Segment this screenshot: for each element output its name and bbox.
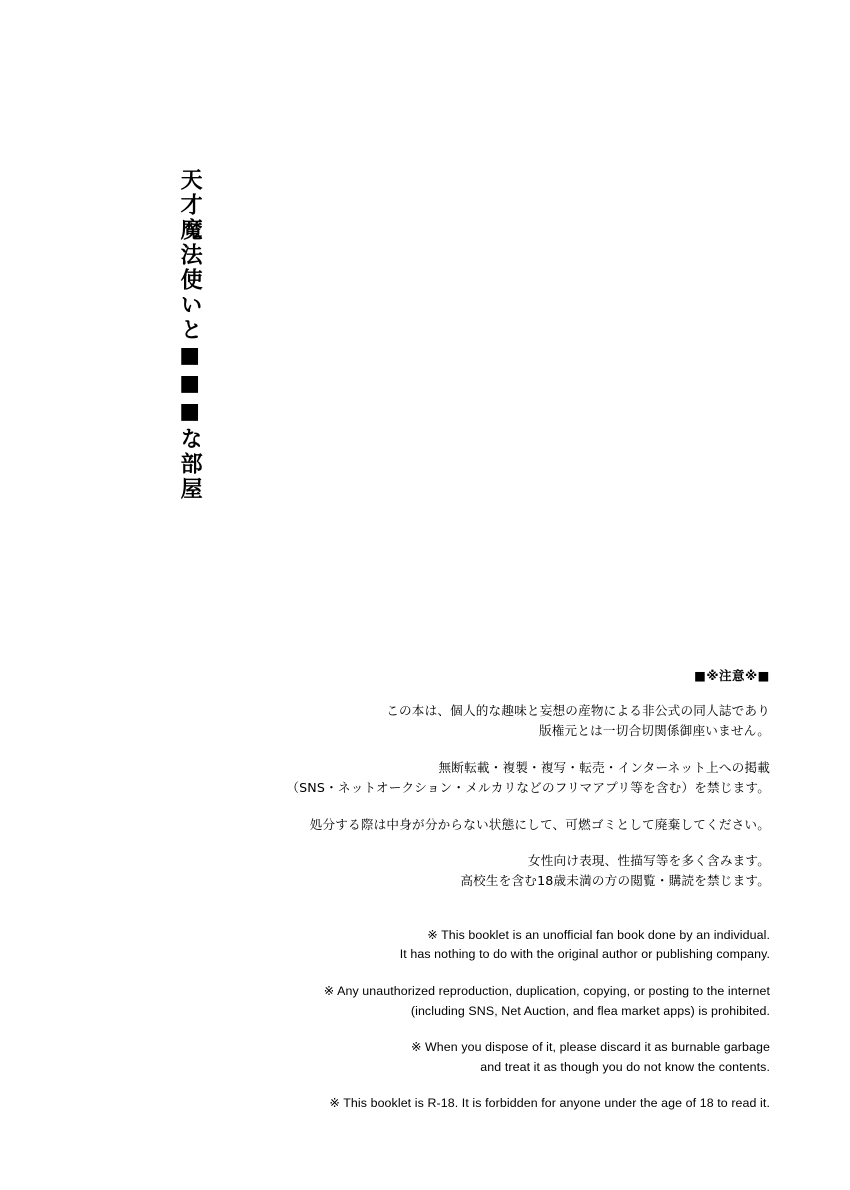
notice-en-line: (including SNS, Net Auction, and flea market apps) is prohibited. (410, 1003, 770, 1018)
notice-jp-line: 女性向け表現、性描写等を多く含みます。 (527, 852, 770, 868)
notice-en-paragraph-3 (250, 1038, 770, 1077)
notice-block (250, 668, 770, 1131)
notice-en-line: ※ This booklet is R-18. It is forbidden for anyone under the age of 18 to read it. (329, 1096, 770, 1111)
notice-en-line: ※ When you dispose of it, please discard it as burnable garbage (410, 1040, 770, 1055)
notice-en-paragraph-4 (250, 1094, 770, 1114)
notice-jp-line: この本は、個人的な趣味と妄想の産物による非公式の同人誌であり (386, 703, 770, 718)
notice-en-paragraph-1 (250, 926, 770, 965)
notice-jp-line: 処分する際は中身が分からない状態にして、可燃ゴミとして廃棄してください。 (309, 816, 770, 832)
notice-jp-line: 高校生を含む18歳未満の方の閲覧・購読を禁じます。 (460, 873, 770, 889)
notice-jp-line: 無断転載・複製・複写・転売・インターネット上への掲載 (438, 759, 770, 775)
notice-en-line: and treat it as though you do not know the contents. (480, 1059, 770, 1074)
page-title: 天才魔法使いと■■■な部屋 (177, 168, 203, 502)
notice-en-paragraph-2 (250, 982, 770, 1021)
notice-heading: ■※注意※■ (694, 668, 770, 683)
notice-en-line: ※ Any unauthorized reproduction, duplication, copying, or posting to the internet (323, 983, 770, 998)
notice-english-block (250, 926, 770, 1114)
notice-jp-paragraph-2 (250, 758, 770, 799)
notice-en-line: ※ This booklet is an unofficial fan book done by an individual. (427, 927, 770, 942)
notice-en-line: It has nothing to do with the original author or publishing company. (399, 947, 770, 962)
notice-jp-line: 版権元とは一切合切関係御座いません。 (538, 723, 770, 739)
notice-jp-line: （SNS・ネットオークション・メルカリなどのフリマアプリ等を含む）を禁じます。 (286, 780, 770, 796)
notice-jp-paragraph-3 (250, 815, 770, 835)
notice-jp-paragraph-4 (250, 851, 770, 892)
notice-jp-paragraph-1 (250, 701, 770, 742)
